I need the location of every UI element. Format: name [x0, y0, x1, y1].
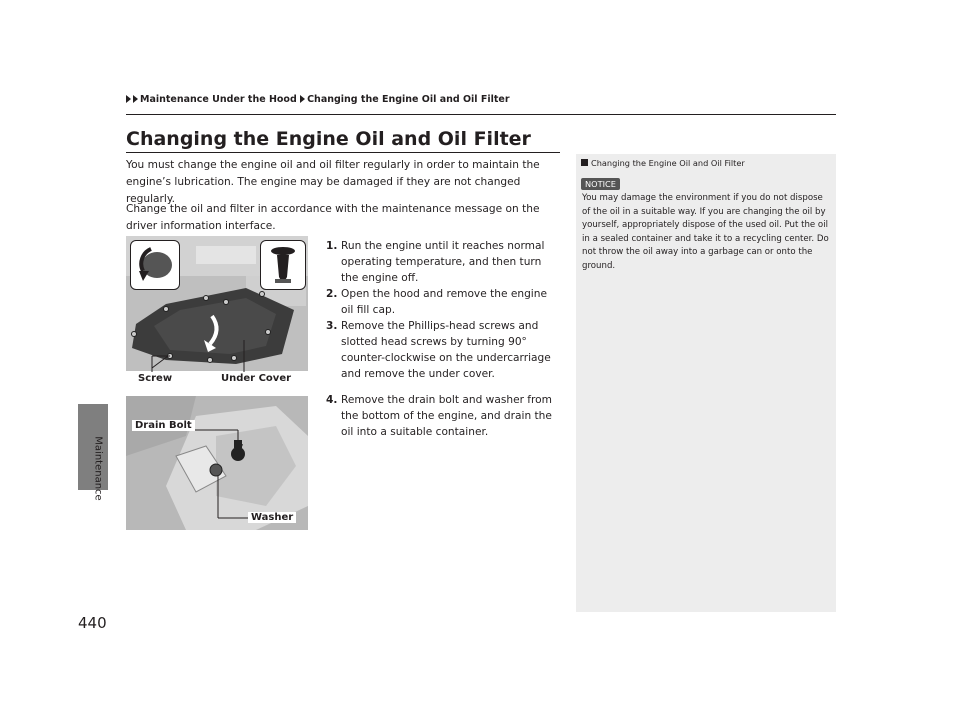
notice-badge: NOTICE	[581, 178, 620, 190]
reference-square-icon	[581, 159, 588, 166]
drain-bolt-illustration	[126, 396, 308, 530]
step-text: Remove the Phillips-head screws and slotted head screws by turning 90° counter-clockwise on the undercarriage and remove the under cover.	[341, 320, 551, 380]
header-rule	[126, 114, 836, 115]
step-text: Remove the drain bolt and washer from the bottom of the engine, and drain the oil into a suitable container.	[341, 394, 552, 438]
under-cover-label: Under Cover	[221, 373, 292, 384]
arrow-right-icon	[126, 95, 131, 103]
intro-paragraph: You must change the engine oil and oil filter regularly in order to maintain the engine’s lubrication. The engine may be damaged if they are not changed regularly.	[126, 159, 540, 205]
arrow-right-icon	[133, 95, 138, 103]
clip-icon	[261, 241, 305, 289]
sidebar-title	[581, 158, 745, 168]
rotate-counterclockwise-inset	[130, 240, 180, 290]
step-number: 4.	[326, 394, 338, 406]
title-rule	[126, 152, 560, 153]
arrow-right-icon	[300, 95, 305, 103]
step-item	[326, 238, 561, 286]
step-text: Run the engine until it reaches normal operating temperature, and then turn the engine off.	[341, 240, 545, 284]
drain-bolt-label: Drain Bolt	[132, 420, 195, 431]
step-number: 3.	[326, 320, 338, 332]
step-number: 2.	[326, 288, 338, 300]
step-text: Open the hood and remove the engine oil fill cap.	[341, 288, 547, 316]
drain-bolt-drawing	[126, 396, 308, 530]
step-number: 1.	[326, 240, 338, 252]
breadcrumb-item[interactable]: Changing the Engine Oil and Oil Filter	[307, 94, 510, 105]
intro-paragraph: Change the oil and filter in accordance with the maintenance message on the driver information interface.	[126, 203, 540, 232]
under-cover-illustration	[126, 236, 308, 388]
breadcrumb	[126, 94, 510, 105]
section-title: Changing the Engine Oil and Oil Filter	[126, 128, 531, 150]
rotate-counterclockwise-icon	[131, 241, 179, 289]
sidebar-title-text: Changing the Engine Oil and Oil Filter	[591, 158, 745, 168]
notice-text: You may damage the environment if you do not dispose of the oil in a suitable way. If you are changing the oil by yourself, appropriately dispose of the used oil. Put the oil in a sealed container and take it to a recycling center. Do not throw the oil away into a garbage can or onto the ground.	[582, 193, 829, 271]
step-item	[326, 286, 561, 318]
washer-label: Washer	[248, 512, 296, 523]
breadcrumb-item[interactable]: Maintenance Under the Hood	[140, 94, 297, 105]
section-tab-label: Maintenance	[92, 436, 104, 501]
step-item	[326, 318, 561, 382]
step-item	[326, 392, 561, 440]
page-number: 440	[78, 614, 107, 632]
clip-inset	[260, 240, 306, 290]
screw-label: Screw	[138, 373, 173, 384]
